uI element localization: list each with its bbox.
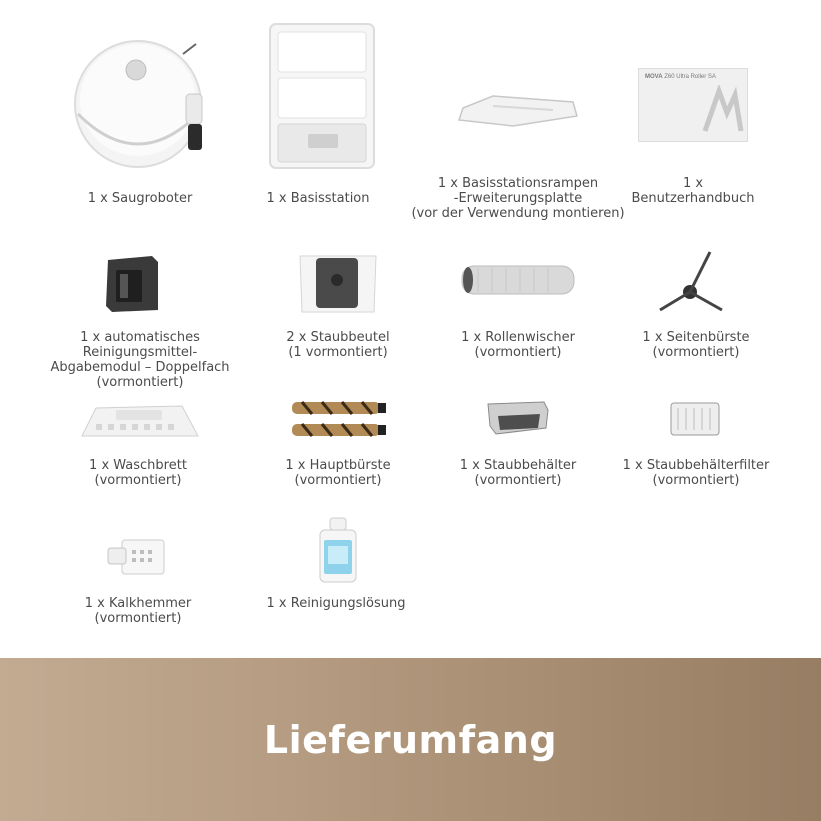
item-caption: 1 x Rollenwischer (vormontiert) <box>461 330 575 360</box>
item-caption: 1 x Seitenbürste (vormontiert) <box>642 330 750 360</box>
item-caption: 1 x automatisches Reinigungsmittel- Abgabemodul – Doppelfach (vormontiert) <box>50 330 230 390</box>
item-dust-bin <box>448 396 588 498</box>
wash-board-image <box>76 400 202 444</box>
item-roller-mop <box>448 258 588 368</box>
item-caption: 1 x Basisstation <box>266 191 370 206</box>
item-caption: 1 x Basisstationsrampen -Erweiterungsplatte (vor der Verwendung montieren) <box>411 176 625 221</box>
banner-title: Lieferumfang <box>263 717 558 762</box>
side-brush-image <box>656 248 726 320</box>
item-caption: 1 x Benutzerhandbuch <box>631 176 755 206</box>
detergent-module-image <box>104 252 160 314</box>
manual-model: Z60 Ultra Roller SA <box>664 74 716 80</box>
item-caption: 1 x Reinigungslösung <box>266 596 406 611</box>
item-caption: 1 x Saugroboter <box>87 191 193 206</box>
dust-bin-image <box>484 398 552 438</box>
scale-inhibitor-image <box>104 534 170 580</box>
roller-mop-image <box>458 262 578 298</box>
manual-image <box>638 68 748 142</box>
item-caption: 1 x Kalkhemmer (vormontiert) <box>84 596 192 626</box>
dust-bag-image <box>296 250 380 316</box>
main-brush-image <box>288 398 388 442</box>
item-caption: 1 x Waschbrett (vormontiert) <box>89 458 187 488</box>
manual-logo-icon <box>701 85 745 135</box>
base-station-image <box>268 22 378 172</box>
item-ramp-plate <box>398 80 638 225</box>
robot-vacuum-image <box>68 34 218 174</box>
cleaning-solution-bottle-image <box>316 516 360 584</box>
item-caption: 2 x Staubbeutel (1 vormontiert) <box>286 330 390 360</box>
item-scale-inhibitor <box>68 532 208 632</box>
footer-banner <box>0 658 821 821</box>
item-main-brush <box>268 396 408 498</box>
item-cleaning-solution <box>258 514 414 614</box>
item-caption: 1 x Staubbehälter (vormontiert) <box>459 458 577 488</box>
item-caption: 1 x Staubbehälterfilter (vormontiert) <box>622 458 770 488</box>
item-base-station <box>258 22 378 217</box>
manual-brand: MOVA <box>645 74 663 80</box>
item-dust-bin-filter <box>616 398 776 498</box>
item-caption: 1 x Hauptbürste (vormontiert) <box>285 458 391 488</box>
item-dust-bag <box>268 248 408 368</box>
ramp-plate-image <box>453 90 583 130</box>
item-detergent-module <box>30 248 250 393</box>
item-manual <box>628 66 758 211</box>
dust-bin-filter-image <box>668 400 722 438</box>
item-robot <box>60 30 220 215</box>
item-side-brush <box>618 246 774 368</box>
item-wash-board <box>68 398 208 498</box>
